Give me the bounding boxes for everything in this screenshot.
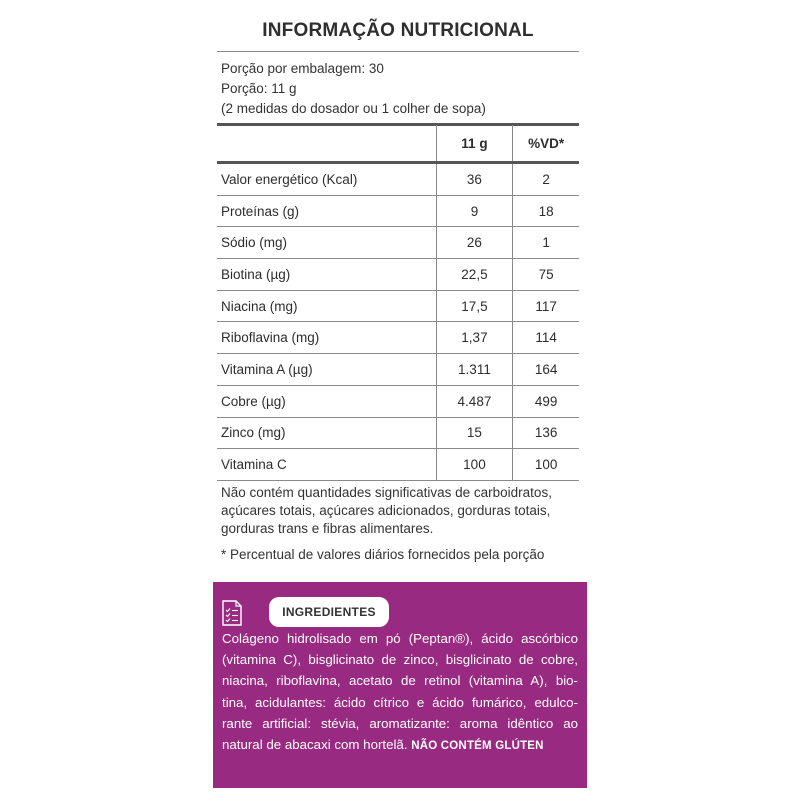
- table-row: [217, 417, 579, 449]
- title-divider: [217, 51, 579, 52]
- header-amount: 11 g: [436, 125, 513, 163]
- nutrient-amount: 26: [436, 227, 513, 259]
- ingredients-line: tina, acidulantes: ácido cítrico e ácido fumárico, edulco-: [222, 694, 578, 710]
- servings-per-package: Porção por embalagem: 30: [221, 61, 384, 76]
- ingredients-line: Colágeno hidrolisado em pó (Peptan®), ácido ascórbico: [222, 631, 578, 646]
- nutrient-amount: 1,37: [436, 322, 513, 354]
- nutrient-name: Biotina (µg): [217, 259, 436, 291]
- nutrient-dv: 499: [513, 385, 579, 417]
- nutrient-dv: 164: [513, 354, 579, 386]
- nutrient-name: Vitamina C: [217, 449, 436, 481]
- nutrient-amount: 15: [436, 417, 513, 449]
- nutrient-amount: 36: [436, 163, 513, 196]
- table-header-row: [217, 125, 579, 163]
- nutrient-name: Sódio (mg): [217, 227, 436, 259]
- table-row: [217, 163, 579, 196]
- table-row: [217, 354, 579, 386]
- header-nutrient: [217, 125, 436, 163]
- nutrient-dv: 75: [513, 259, 579, 291]
- label-title: INFORMAÇÃO NUTRICIONAL: [262, 20, 534, 41]
- nutrient-name: Cobre (µg): [217, 385, 436, 417]
- portion-size: Porção: 11 g: [221, 81, 297, 96]
- not-significant-line-1: Não contém quantidades significativas de carboidratos,: [221, 485, 552, 500]
- nutrient-amount: 22,5: [436, 259, 513, 291]
- nutrient-dv: 100: [513, 449, 579, 481]
- not-significant-line-3: gorduras trans e fibras alimentares.: [221, 521, 434, 536]
- nutrient-dv: 1: [513, 227, 579, 259]
- header-daily-value: %VD*: [513, 125, 579, 163]
- nutrient-amount: 100: [436, 449, 513, 481]
- portion-measure: (2 medidas do dosador ou 1 colher de sopa): [221, 101, 486, 116]
- ingredients-line: niacina, riboflavina, acetato de retinol (vitamina A), bio-: [222, 673, 578, 689]
- nutrient-name: Proteínas (g): [217, 195, 436, 227]
- ingredients-line: natural de abacaxi com hortelã.: [222, 737, 408, 753]
- nutrient-dv: 136: [513, 417, 579, 449]
- table-row: [217, 385, 579, 417]
- nutrient-amount: 4.487: [436, 385, 513, 417]
- nutrient-amount: 17,5: [436, 290, 513, 322]
- nutrient-name: Vitamina A (µg): [217, 354, 436, 386]
- nutrient-dv: 2: [513, 163, 579, 196]
- nutrient-name: Zinco (mg): [217, 417, 436, 449]
- table-row: [217, 449, 579, 481]
- nutrient-dv: 18: [513, 195, 579, 227]
- table-row: [217, 195, 579, 227]
- table-row: [217, 322, 579, 354]
- nutrient-dv: 117: [513, 290, 579, 322]
- nutrition-table: [217, 125, 579, 481]
- daily-value-footnote: * Percentual de valores diários fornecidos pela porção: [221, 547, 545, 562]
- ingredients-line: (vitamina C), bisglicinato de zinco, bisglicinato de cobre,: [222, 652, 578, 668]
- gluten-free-notice: NÃO CONTÉM GLÚTEN: [411, 740, 544, 753]
- ingredients-heading: INGREDIENTES: [269, 597, 389, 627]
- document-list-icon: [222, 600, 242, 626]
- nutrient-name: Valor energético (Kcal): [217, 163, 436, 196]
- table-row: [217, 290, 579, 322]
- not-significant-line-2: açúcares totais, açúcares adicionados, gorduras totais,: [221, 503, 551, 518]
- table-row: [217, 227, 579, 259]
- table-row: [217, 259, 579, 291]
- ingredients-text: [222, 628, 578, 757]
- nutrient-amount: 1.311: [436, 354, 513, 386]
- ingredients-panel: [213, 582, 587, 788]
- nutrient-dv: 114: [513, 322, 579, 354]
- nutrient-name: Riboflavina (mg): [217, 322, 436, 354]
- nutrient-amount: 9: [436, 195, 513, 227]
- nutrient-name: Niacina (mg): [217, 290, 436, 322]
- ingredients-last-line: [222, 734, 578, 757]
- ingredients-line: rante artificial: stévia, aromatizante: aroma idêntico ao: [222, 715, 578, 731]
